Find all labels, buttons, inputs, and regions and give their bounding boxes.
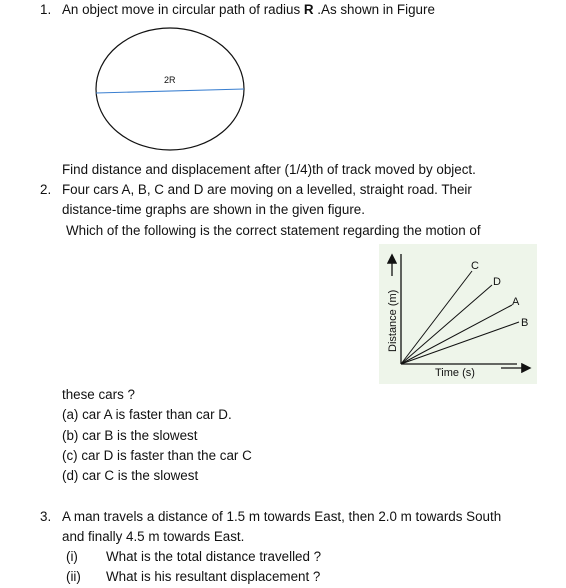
x-axis-label: Time (s) xyxy=(435,367,475,379)
q1-number: 1. xyxy=(40,2,52,17)
q1-text-before: An object move in circular path of radius xyxy=(62,2,304,17)
label-a: A xyxy=(512,296,520,308)
label-c: C xyxy=(471,260,479,272)
q3-line2: and finally 4.5 m towards East. xyxy=(62,529,245,544)
graph-line-b xyxy=(401,322,519,364)
q2-line1: Four cars A, B, C and D are moving on a levelled, straight road. Their xyxy=(62,182,472,197)
q2-line4: these cars ? xyxy=(62,387,135,402)
label-b: B xyxy=(521,317,529,329)
diameter-line xyxy=(96,89,244,93)
q2-option-a: (a) car A is faster than car D. xyxy=(62,407,232,422)
q3-sub-i-num: (i) xyxy=(66,549,78,564)
q1-followup: Find distance and displacement after (1/4)th of track moved by object. xyxy=(62,162,476,177)
circle-path xyxy=(96,28,244,150)
q1-text-bold: R xyxy=(303,2,314,17)
q1-text-after: .As shown in Figure xyxy=(313,2,435,17)
q3-sub-ii-text: What is his resultant displacement ? xyxy=(106,569,321,584)
q1-text xyxy=(62,2,435,18)
q2-line2: distance-time graphs are shown in the given figure. xyxy=(62,202,365,217)
q2-option-d: (d) car C is the slowest xyxy=(62,468,199,483)
label-d: D xyxy=(493,276,501,288)
q3-number: 3. xyxy=(40,509,52,524)
q2-number: 2. xyxy=(40,182,52,197)
q2-line3: Which of the following is the correct statement regarding the motion of xyxy=(66,223,481,238)
graph-line-c xyxy=(401,271,472,364)
graph-svg xyxy=(379,244,537,384)
q3-sub-i-text: What is the total distance travelled ? xyxy=(106,549,322,564)
q3-sub-ii-num: (ii) xyxy=(66,569,81,584)
q3-line1: A man travels a distance of 1.5 m towards East, then 2.0 m towards South xyxy=(62,509,502,524)
q2-option-c: (c) car D is faster than the car C xyxy=(62,448,252,463)
graph-line-d xyxy=(401,285,492,364)
distance-time-graph xyxy=(379,244,537,384)
diameter-label: 2R xyxy=(164,75,176,85)
q2-option-b: (b) car B is the slowest xyxy=(62,428,198,443)
graph-line-a xyxy=(401,305,512,364)
y-axis-label: Distance (m) xyxy=(387,289,399,352)
